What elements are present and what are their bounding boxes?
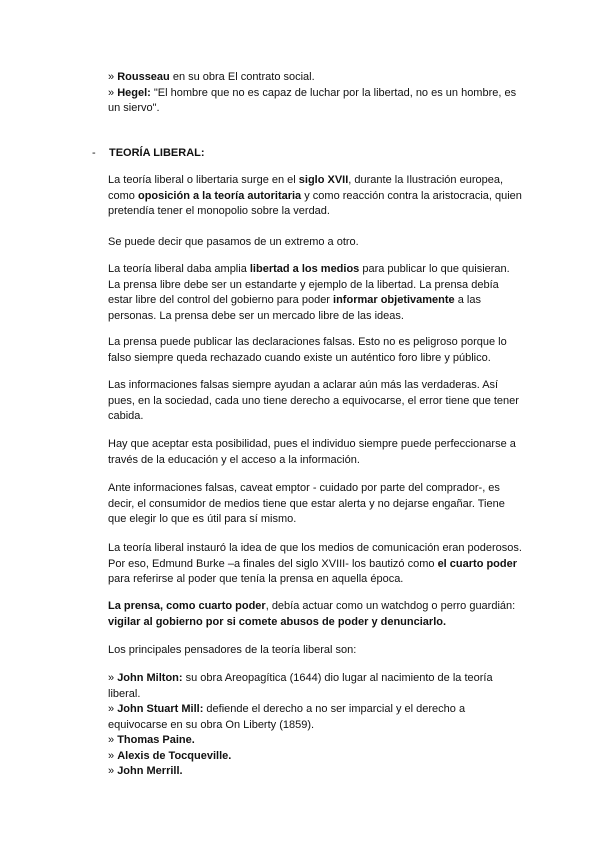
p9-bold-vigilar: vigilar al gobierno por si comete abusos de poder y denunciarlo. <box>108 615 447 628</box>
p7-text-c: que elegir lo que es útil para sí mismo. <box>108 513 297 525</box>
list-item-mill <box>108 702 528 718</box>
bullet-glyph: » <box>108 765 115 777</box>
p6-text-b: través de la educación y el acceso a la información. <box>108 453 360 466</box>
paragraph-9 <box>108 599 528 630</box>
milton-text-cont: liberal. <box>108 687 141 700</box>
paragraph-3 <box>108 262 528 324</box>
bullet-hegel <box>108 86 528 102</box>
p3-bold-libertad: libertad a los medios <box>249 263 360 275</box>
p3-bold-informar: informar objetivamente <box>333 294 455 306</box>
hegel-text: "El hombre que no es capaz de luchar por la libertad, no es un hombre, es <box>150 86 517 99</box>
p1-text-c: , durante la Ilustración europea, <box>348 174 504 186</box>
bullet-glyph: » <box>108 703 115 715</box>
p6-text-a: Hay que aceptar esta posibilidad, pues el individuo siempre puede perfeccionarse a <box>108 438 516 450</box>
p3-text-h: personas. La prensa debe ser un mercado libre de las ideas. <box>108 309 404 322</box>
thinkers-list <box>108 671 528 780</box>
name-paine: Thomas Paine. <box>117 734 195 746</box>
heading-title: TEORÍA LIBERAL: <box>109 147 205 159</box>
hegel-text-cont: un siervo". <box>108 102 160 114</box>
p10-text: Los principales pensadores de la teoría liberal son: <box>108 644 357 656</box>
name-rousseau: Rousseau <box>117 71 170 83</box>
paragraph-8 <box>108 541 528 588</box>
p1-text-f: y como reacción contra la aristocracia, quien <box>301 189 522 202</box>
bullet-rousseau <box>108 70 528 86</box>
rousseau-text: en su obra El contrato social. <box>169 71 315 83</box>
bullet-glyph: » <box>108 672 115 684</box>
p1-text-d: como <box>108 189 138 202</box>
p2-text: Se puede decir que pasamos de un extremo a otro. <box>108 236 359 248</box>
paragraph-7 <box>108 481 528 528</box>
list-item-merrill <box>108 764 528 780</box>
name-merrill: John Merrill. <box>117 765 183 777</box>
name-mill: John Stuart Mill: <box>117 703 204 715</box>
bullet-glyph: » <box>108 86 115 99</box>
paragraph-2 <box>108 235 528 251</box>
name-hegel: Hegel: <box>117 86 151 99</box>
list-item-tocqueville <box>108 749 528 765</box>
paragraph-6 <box>108 437 528 468</box>
p8-text-a: La teoría liberal instauró la idea de que los medios de comunicación eran poderosos. <box>108 542 522 554</box>
paragraph-4 <box>108 335 528 366</box>
p7-text-a: Ante informaciones falsas, caveat emptor - cuidado por parte del comprador-, es <box>108 482 500 494</box>
p5-text-c: cabida. <box>108 410 144 422</box>
p5-text-a: Las informaciones falsas siempre ayudan a aclarar aún más las verdaderas. Así <box>108 379 499 391</box>
p3-text-d: La prensa libre debe ser un estandarte y ejemplo de la libertad. La prensa debía <box>108 278 499 291</box>
intro-quotes <box>108 70 528 117</box>
mill-text: defiende el derecho a no ser imparcial y el derecho a <box>203 703 466 715</box>
bullet-glyph: » <box>108 71 115 83</box>
p5-text-b: pues, en la sociedad, cada uno tiene derecho a equivocarse, el error tiene que tener <box>108 394 519 407</box>
p1-text-a: La teoría liberal o libertaria surge en el <box>108 174 299 186</box>
p3-text-g: a las <box>454 294 481 306</box>
name-tocqueville: Alexis de Tocqueville. <box>117 749 232 762</box>
paragraph-1 <box>108 173 528 220</box>
heading-dash: - <box>92 147 96 159</box>
paragraph-5 <box>108 378 528 425</box>
p4-text-b: falso siempre queda rechazado cuando existe un auténtico foro libre y público. <box>108 351 491 364</box>
section-heading <box>92 147 205 159</box>
p4-text-a: La prensa puede publicar las declaraciones falsas. Esto no es peligroso porque lo <box>108 336 507 348</box>
p3-text-c: para publicar lo que quisieran. <box>359 263 510 275</box>
p3-text-e: estar libre del control del gobierno para poder <box>108 294 334 306</box>
name-milton: John Milton: <box>117 672 183 684</box>
mill-text-cont: equivocarse en su obra On Liberty (1859). <box>108 718 315 731</box>
p8-bold-cuarto-poder: el cuarto poder <box>437 557 518 570</box>
milton-text: su obra Areopagítica (1644) dio lugar al nacimiento de la teoría <box>182 672 493 684</box>
p9-text-b: , debía actuar como un watchdog o perro guardián: <box>265 600 516 612</box>
list-item-paine <box>108 733 528 749</box>
p1-bold-oposicion: oposición a la teoría autoritaria <box>137 189 302 202</box>
p3-text-a: La teoría liberal daba amplia <box>108 263 250 275</box>
p1-text-g: pretendía tener el monopolio sobre la verdad. <box>108 205 330 217</box>
p8-text-b: Por eso, Edmund Burke –a finales del siglo XVIII- los bautizó como <box>108 557 438 570</box>
p9-bold-prensa: La prensa, como cuarto poder <box>108 600 266 612</box>
bullet-glyph: » <box>108 734 115 746</box>
p7-text-b: decir, el consumidor de medios tiene que estar alerta y no dejarse engañar. Tiene <box>108 497 505 510</box>
bullet-glyph: » <box>108 749 115 762</box>
paragraph-10 <box>108 643 528 659</box>
list-item-milton <box>108 671 528 687</box>
p8-text-d: para referirse al poder que tenía la prensa en aquella época. <box>108 573 404 585</box>
p1-bold-siglo: siglo XVII <box>298 174 349 186</box>
